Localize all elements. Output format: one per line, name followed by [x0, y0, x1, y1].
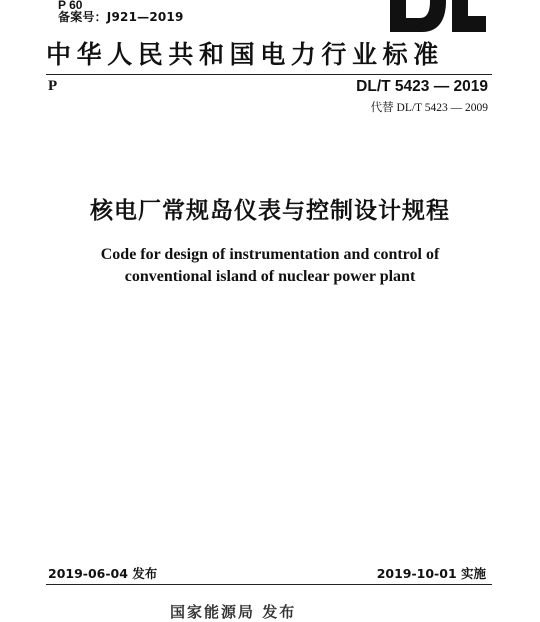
header-divider: [46, 74, 492, 75]
standard-number: DL/T 5423 — 2019: [356, 78, 488, 95]
implementation-date: 2019-10-01 实施: [376, 566, 486, 581]
title-english-line-1: Code for design of instrumentation and control of: [100, 246, 440, 263]
publisher: 国家能源局 发布: [170, 603, 297, 621]
title-english: [0, 244, 540, 288]
title-chinese: 核电厂常规岛仪表与控制设计规程: [90, 198, 450, 224]
classification-code: P 60: [58, 0, 83, 12]
replaces-standard: 代替 DL/T 5423 — 2009: [370, 102, 488, 114]
filing-number: 备案号：J921—2019: [58, 10, 184, 24]
footer-divider: [46, 584, 492, 585]
category-letter: P: [48, 78, 58, 94]
issuing-organization: 中华人民共和国电力行业标准: [46, 40, 444, 69]
dl-logo: [388, 0, 488, 32]
title-english-line-2: conventional island of nuclear power plant: [124, 268, 416, 285]
issue-date: 2019-06-04 发布: [48, 566, 158, 581]
